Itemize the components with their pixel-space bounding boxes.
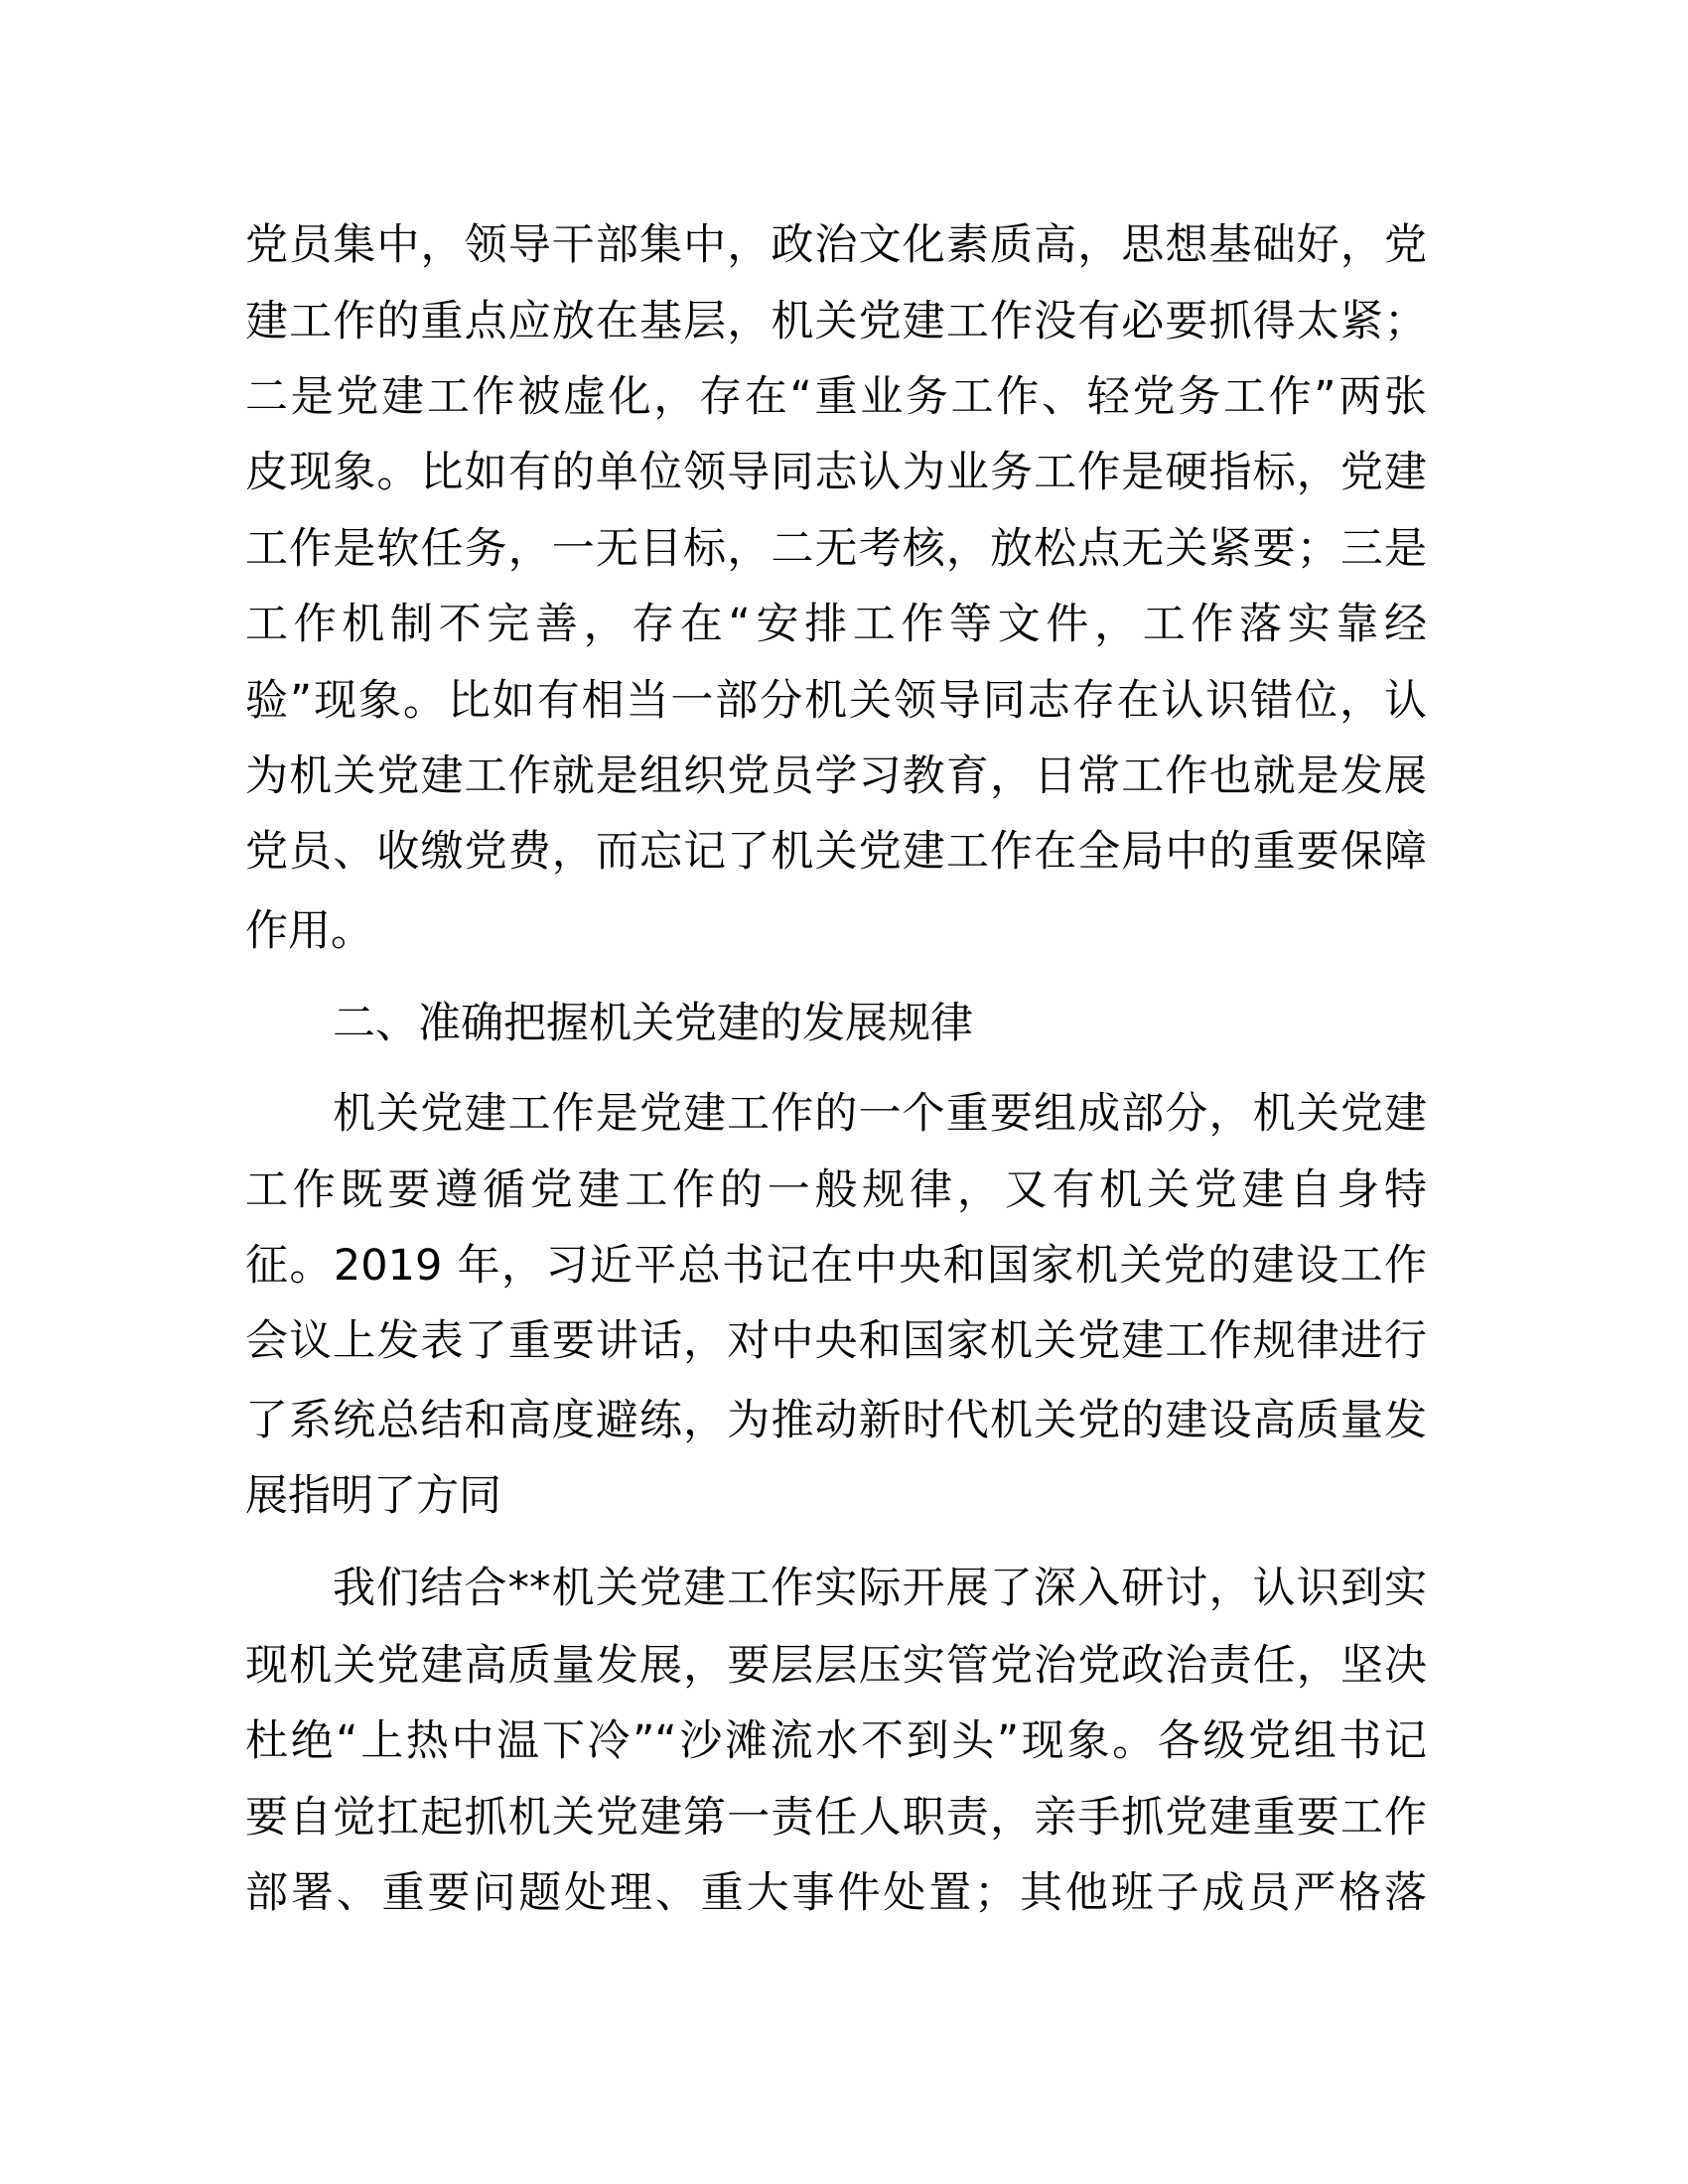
- paragraph-3-line: 现机关党建高质量发展，要层层压实管党治党政治责任，坚决: [245, 1641, 1427, 1691]
- paragraph-1-line: 党员、收缴党费，而忘记了机关党建工作在全局中的重要保障: [245, 827, 1427, 877]
- paragraph-1-line: 二是党建工作被虚化，存在“重业务工作、轻党务工作”两张: [245, 372, 1427, 422]
- paragraph-2-line: 征。2019 年，习近平总书记在中央和国家机关党的建设工作: [245, 1241, 1427, 1291]
- paragraph-1-line: 验”现象。比如有相当一部分机关领导同志存在认识错位，认: [245, 676, 1427, 726]
- paragraph-1-line: 皮现象。比如有的单位领导同志认为业务工作是硬指标，党建: [245, 448, 1427, 497]
- paragraph-2-line: 机关党建工作是党建工作的一个重要组成部分，机关党建: [333, 1089, 1427, 1139]
- paragraph-2-line: 展指明了方同: [245, 1471, 501, 1521]
- paragraph-1-line: 作用。: [245, 906, 373, 956]
- paragraph-3-line: 部署、重要问题处理、重大事件处置；其他班子成员严格落: [245, 1868, 1427, 1918]
- paragraph-1-line: 工作机制不完善，存在“安排工作等文件，工作落实靠经: [245, 600, 1427, 649]
- paragraph-3-line: 杜绝“上热中温下冷”“沙滩流水不到头”现象。各级党组书记: [245, 1716, 1427, 1766]
- paragraph-1-line: 为机关党建工作就是组织党员学习教育，日常工作也就是发展: [245, 751, 1427, 801]
- paragraph-2-line: 会议上发表了重要讲话，对中央和国家机关党建工作规律进行: [245, 1316, 1427, 1366]
- paragraph-3-line: 要自觉扛起抓机关党建第一责任人职责，亲手抓党建重要工作: [245, 1793, 1427, 1843]
- paragraph-1-line: 党员集中，领导干部集中，政治文化素质高，思想基础好，党: [245, 220, 1427, 270]
- paragraph-2-line: 了系统总结和高度避练，为推动新时代机关党的建设高质量发: [245, 1396, 1427, 1445]
- paragraph-3-line: 我们结合**机关党建工作实际开展了深入研讨，认识到实: [333, 1564, 1427, 1613]
- paragraph-2-line: 工作既要遵循党建工作的一般规律，又有机关党建自身特: [245, 1165, 1427, 1215]
- paragraph-1-line: 工作是软任务，一无目标，二无考核，放松点无关紧要；三是: [245, 524, 1427, 574]
- section-heading: 二、准确把握机关党建的发展规律: [333, 999, 973, 1048]
- paragraph-1-line: 建工作的重点应放在基层，机关党建工作没有必要抓得太紧；: [245, 297, 1427, 346]
